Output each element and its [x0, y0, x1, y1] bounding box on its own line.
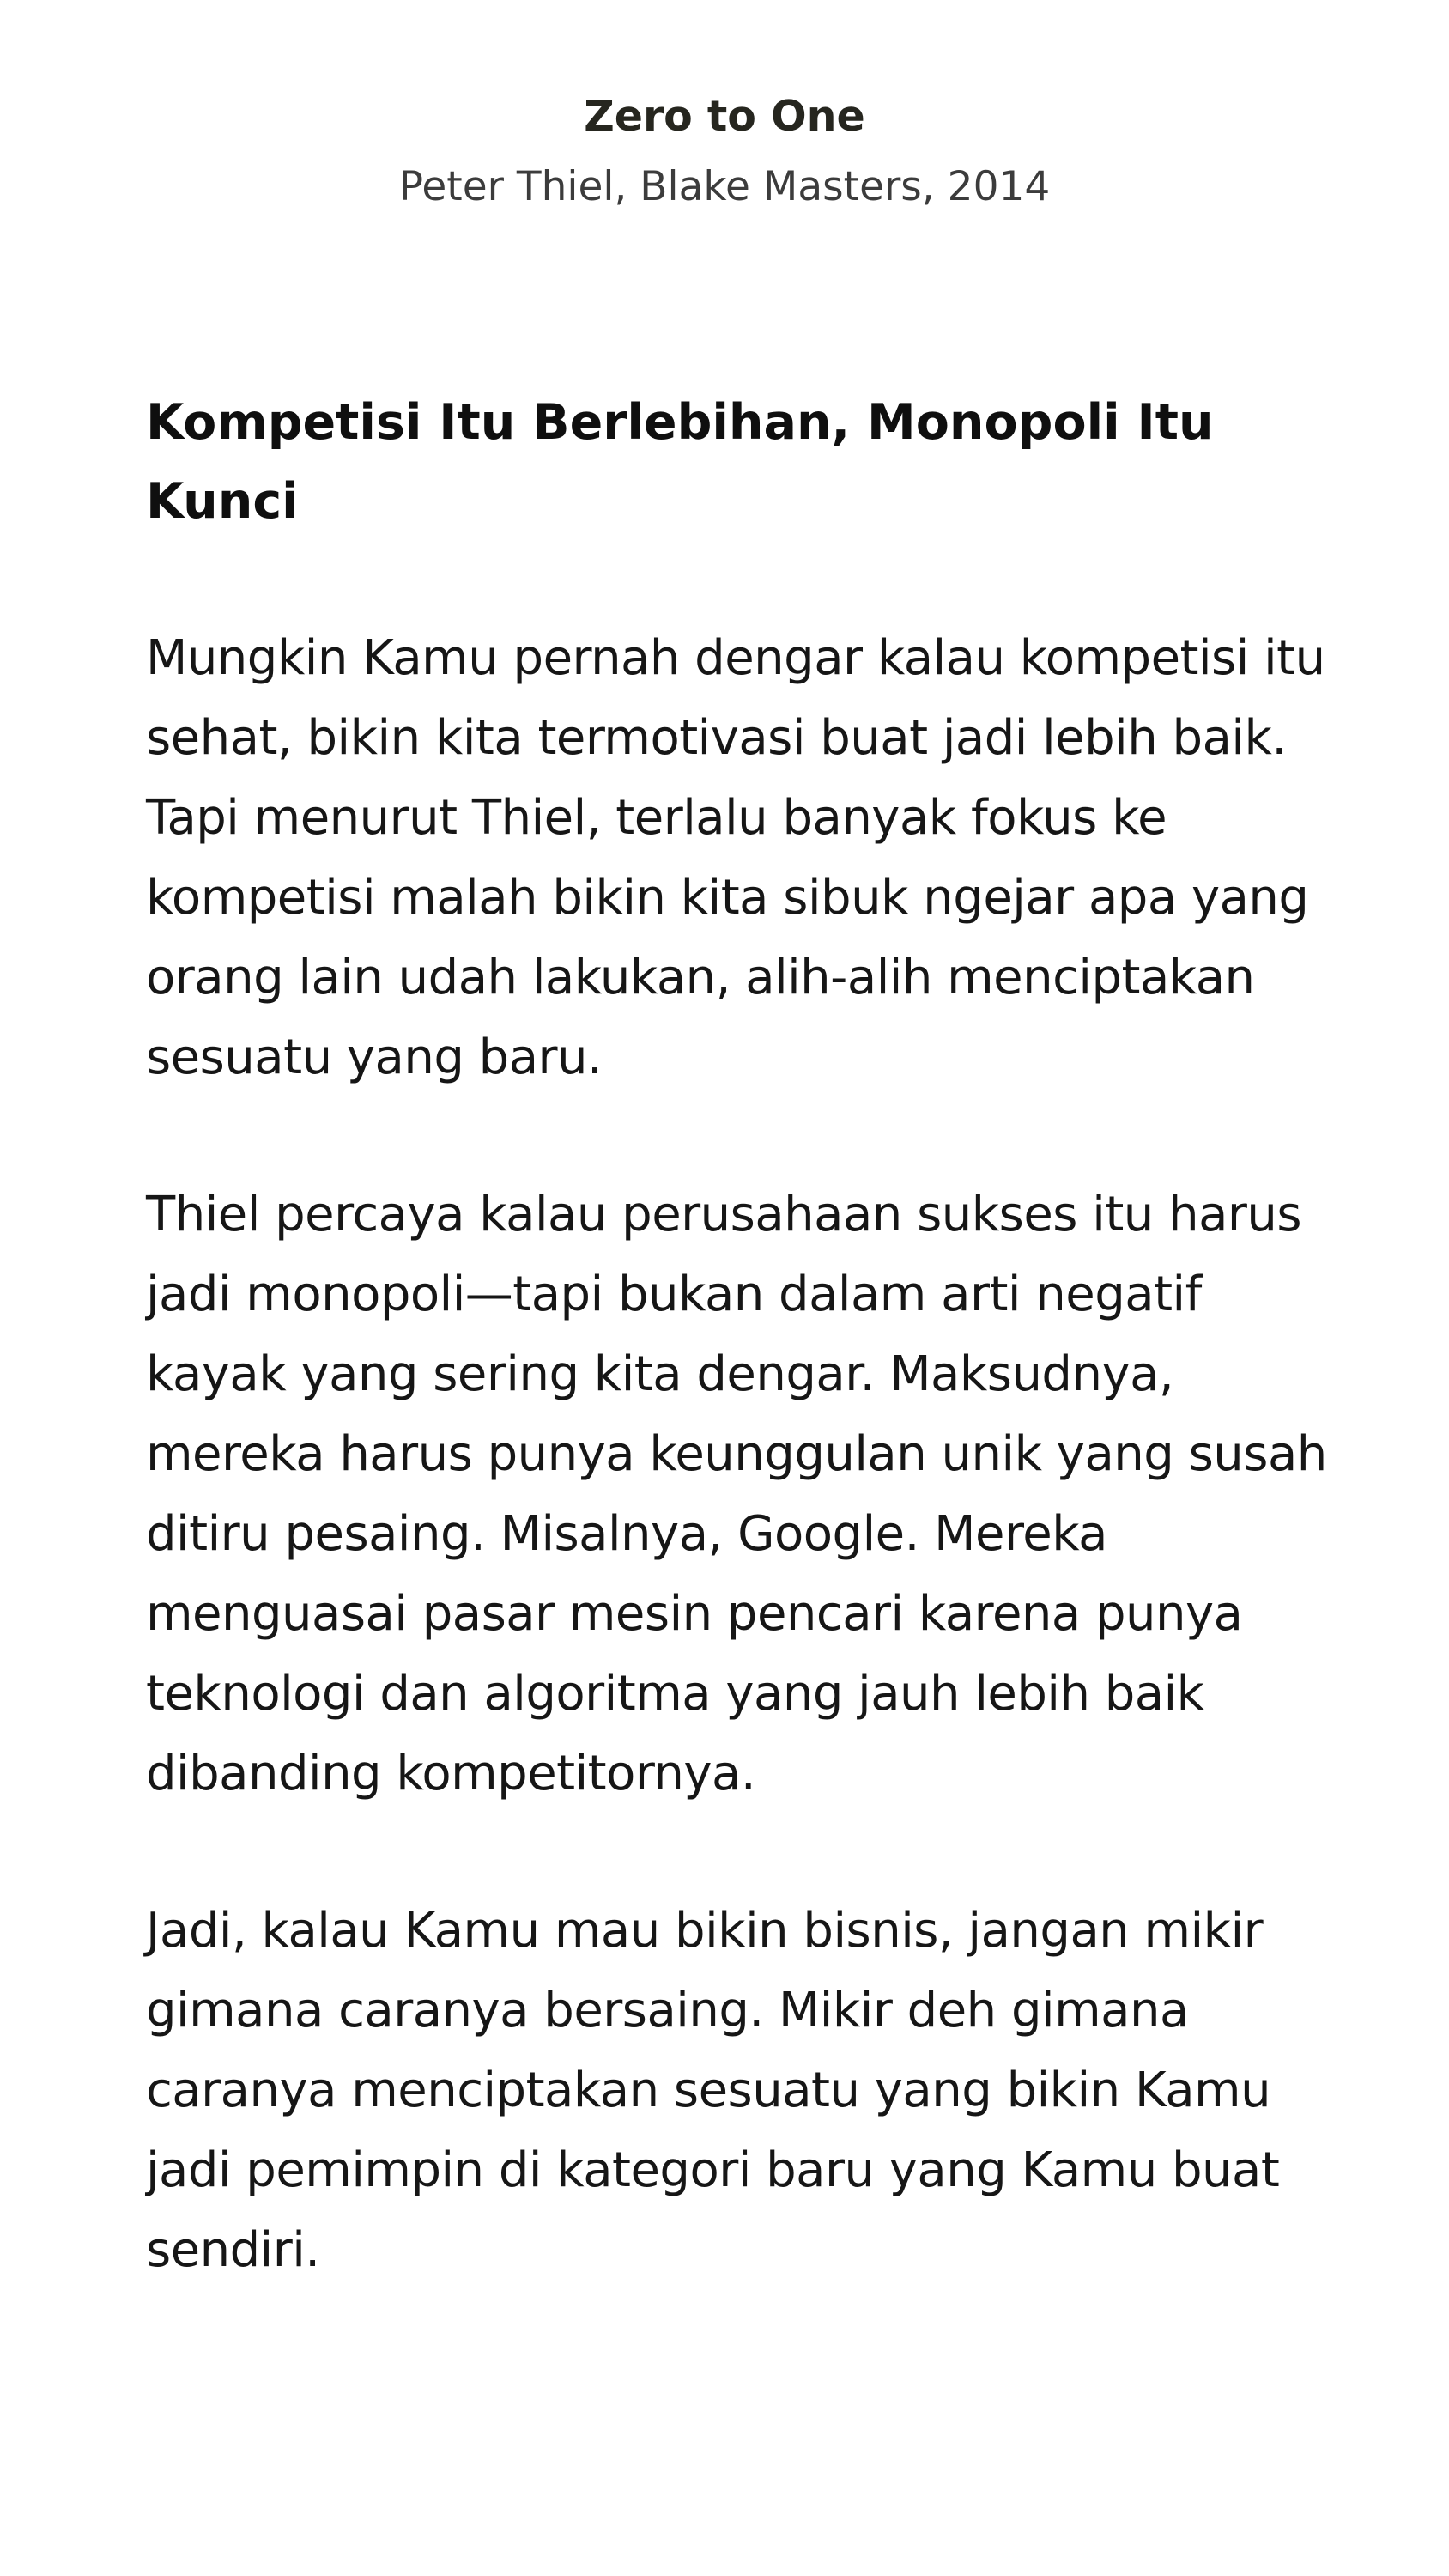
book-header [0, 86, 1449, 218]
paragraph: Mungkin Kamu pernah dengar kalau kompetisi itu sehat, bikin kita termotivasi buat jadi lebih baik. Tapi menurut Thiel, terlalu banyak fokus ke kompetisi malah bikin kita sibuk ngejar apa yang orang lain udah lakukan, alih-alih menciptakan sesuatu yang baru. [146, 630, 1325, 1085]
section-title: Kompetisi Itu Berlebihan, Monopoli Itu Kunci [146, 394, 1214, 530]
paragraph: Jadi, kalau Kamu mau bikin bisnis, jangan mikir gimana caranya bersaing. Mikir deh gimana caranya menciptakan sesuatu yang bikin Kamu jadi pemimpin di kategori baru yang Kamu buat sendiri. [146, 1903, 1280, 2278]
book-title: Zero to One [584, 92, 865, 141]
book-authors-year: Peter Thiel, Blake Masters, 2014 [398, 163, 1051, 210]
paragraph: Thiel percaya kalau perusahaan sukses itu harus jadi monopoli—tapi bukan dalam arti negatif kayak yang sering kita dengar. Maksudnya, mereka harus punya keunggulan unik yang susah ditiru pesaing. Misalnya, Google. Mereka menguasai pasar mesin pencari karena punya teknologi dan algoritma yang jauh lebih baik dibanding kompetitornya. [146, 1187, 1327, 1801]
section-content [146, 383, 1331, 2290]
